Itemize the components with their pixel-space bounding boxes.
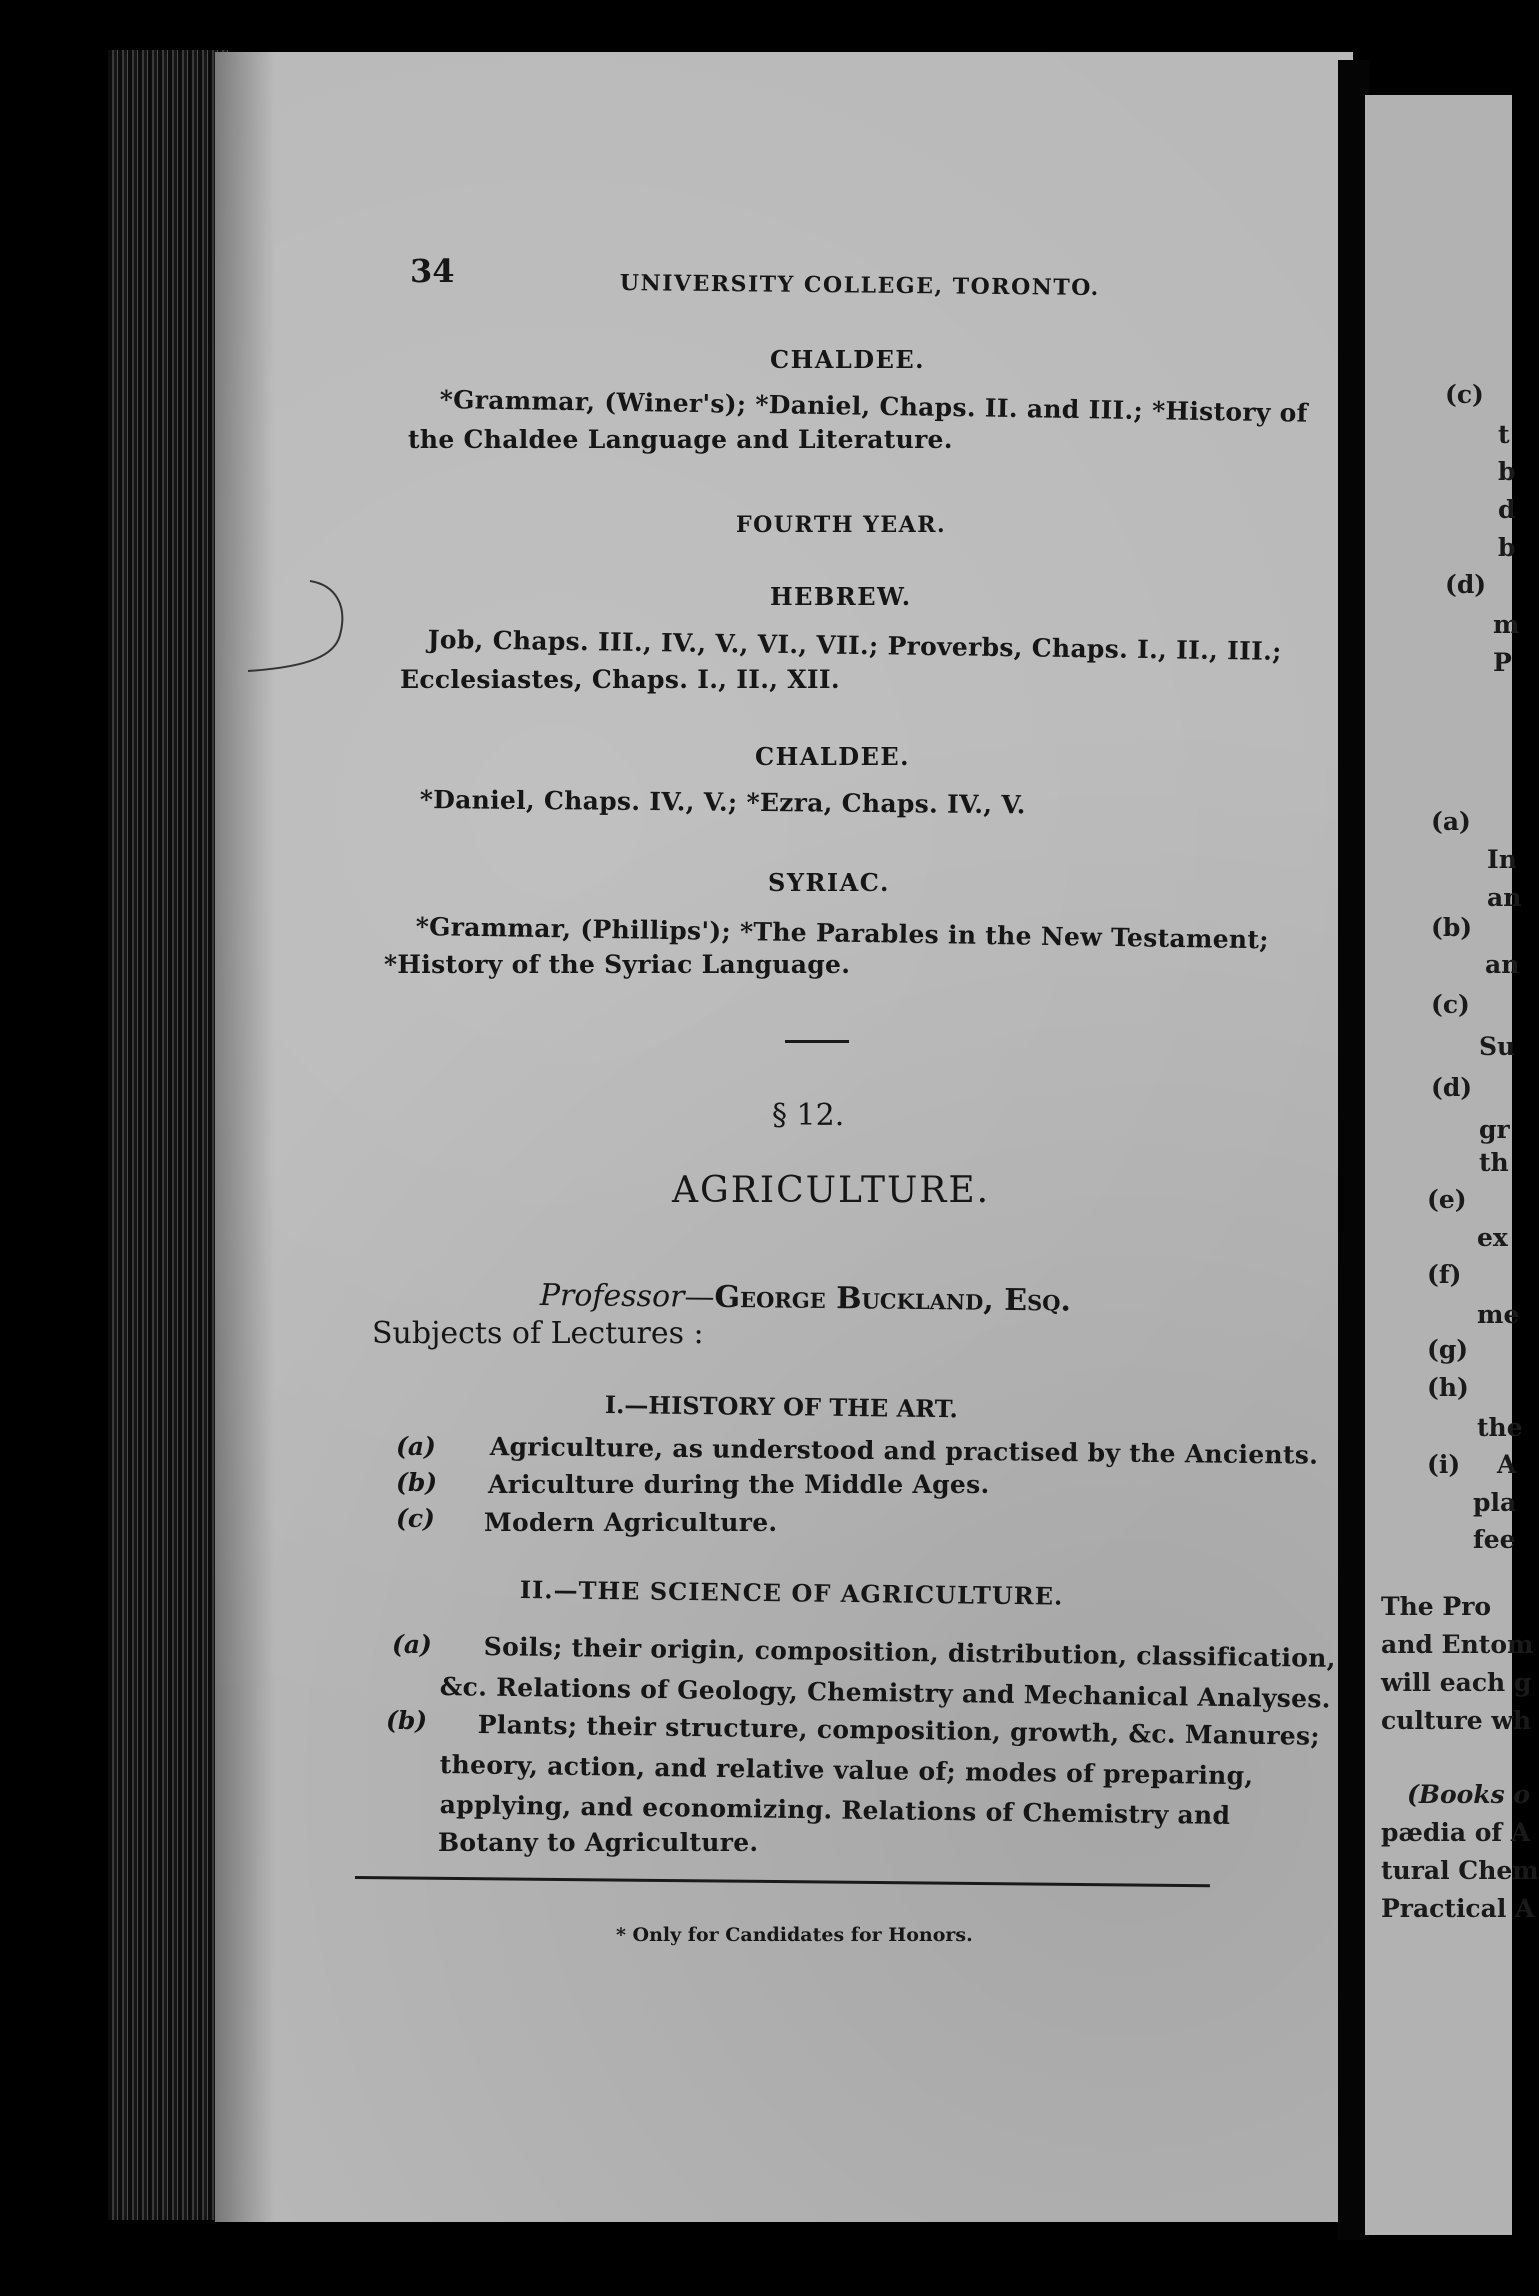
right-fragment-26: Practical A (1381, 1894, 1535, 1923)
history-item-label-b: (b) (396, 1468, 438, 1497)
science-a-line-1: Soils; their origin, composition, distribution, classification, (483, 1632, 1336, 1673)
right-fragment-14: me (1477, 1300, 1520, 1329)
hebrew-line-2: Ecclesiastes, Chaps. I., II., XII. (400, 665, 840, 694)
right-label-a: (a) (1431, 807, 1471, 836)
science-a-line-2: &c. Relations of Geology, Chemistry and Mechanical Analyses. (439, 1672, 1331, 1714)
science-b-line-3: applying, and economizing. Relations of Chemistry and (439, 1790, 1231, 1831)
history-item-label-c: (c) (396, 1504, 435, 1533)
syriac-line-2: *History of the Syriac Language. (384, 950, 851, 979)
right-fragment-2: b (1498, 457, 1516, 486)
right-label-e: (e) (1427, 1185, 1467, 1214)
science-b-line-4: Botany to Agriculture. (438, 1828, 759, 1857)
heading-chaldee-third-year: CHALDEE. (770, 345, 926, 374)
right-fragment-1: t (1498, 420, 1510, 449)
right-label-f: (f) (1427, 1260, 1462, 1289)
history-item-text-c: Modern Agriculture. (484, 1508, 778, 1537)
right-label-c-1: (c) (1445, 380, 1484, 409)
page-edges (108, 50, 228, 2220)
right-fragment-7: In (1487, 845, 1517, 874)
right-fragment-13: ex (1477, 1223, 1508, 1252)
right-fragment-3: d (1498, 495, 1516, 524)
right-page-fragment (1365, 95, 1539, 2235)
section-rule (785, 1040, 849, 1043)
chaldee-third-year-line-2: the Chaldee Language and Literature. (408, 425, 953, 454)
professor-name: George Buckland, Esq. (714, 1279, 1072, 1319)
science-b-line-1: Plants; their structure, composition, growth, &c. Manures; (477, 1710, 1321, 1751)
professor-dash: — (684, 1279, 715, 1315)
heading-syriac: SYRIAC. (768, 868, 890, 897)
right-fragment-19: The Pro (1381, 1592, 1492, 1621)
heading-science-of-agriculture: II.—THE SCIENCE OF AGRICULTURE. (519, 1575, 1064, 1611)
right-fragment-11: gr (1479, 1115, 1510, 1144)
right-label-b: (b) (1431, 913, 1473, 942)
syriac-line-1: *Grammar, (Phillips'); *The Parables in the New Testament; (415, 912, 1270, 955)
left-page (215, 52, 1353, 2222)
right-label-g: (g) (1427, 1335, 1469, 1364)
subjects-label: Subjects of Lectures : (372, 1316, 704, 1351)
right-fragment-8: an (1487, 883, 1522, 912)
right-label-i: (i) (1427, 1450, 1461, 1479)
right-label-d-2: (d) (1431, 1073, 1473, 1102)
right-fragment-25: tural Chem (1381, 1856, 1539, 1885)
right-fragment-6: P (1493, 648, 1512, 677)
chaldee-fourth-year-line-1: *Daniel, Chaps. IV., V.; *Ezra, Chaps. IV., V. (419, 785, 1026, 820)
section-number: § 12. (772, 1098, 845, 1133)
right-fragment-20: and Entom (1381, 1630, 1534, 1659)
section-title: AGRICULTURE. (672, 1170, 991, 1211)
pencil-bracket-mark (240, 575, 360, 685)
heading-history-of-art: I.—HISTORY OF THE ART. (604, 1390, 959, 1424)
running-head: UNIVERSITY COLLEGE, TORONTO. (619, 270, 1100, 302)
right-fragment-21: will each g (1381, 1668, 1532, 1697)
heading-chaldee-fourth-year: CHALDEE. (755, 742, 911, 771)
science-b-line-2: theory, action, and relative value of; modes of preparing, (439, 1750, 1254, 1791)
right-fragment-15: the (1477, 1413, 1523, 1442)
right-fragment-24: pædia of A (1381, 1818, 1531, 1847)
professor-line (540, 1278, 1071, 1319)
right-fragment-12: th (1479, 1148, 1509, 1177)
hebrew-line-1: Job, Chaps. III., IV., V., VI., VII.; Proverbs, Chaps. I., II., III.; (427, 625, 1282, 666)
right-fragment-17: pla (1473, 1488, 1517, 1517)
right-label-h: (h) (1427, 1373, 1469, 1402)
right-fragment-22: culture wh (1381, 1706, 1532, 1735)
history-item-text-a: Agriculture, as understood and practised by the Ancients. (489, 1432, 1319, 1470)
history-item-text-b: Ariculture during the Middle Ages. (488, 1470, 990, 1499)
science-item-label-b: (b) (386, 1706, 428, 1735)
right-label-c-2: (c) (1431, 990, 1470, 1019)
science-item-label-a: (a) (392, 1630, 432, 1659)
right-fragment-16: A (1497, 1450, 1517, 1479)
right-fragment-10: Su (1479, 1032, 1516, 1061)
right-fragment-18: fee (1473, 1525, 1516, 1554)
right-fragment-23: (Books o (1407, 1780, 1531, 1809)
history-item-label-a: (a) (396, 1432, 436, 1461)
footnote: * Only for Candidates for Honors. (616, 1924, 973, 1946)
professor-label: Professor (539, 1278, 685, 1315)
right-label-d-1: (d) (1445, 570, 1487, 599)
right-fragment-9: an (1485, 950, 1520, 979)
right-fragment-4: b (1498, 533, 1516, 562)
chaldee-third-year-text-1: *Grammar, (Winer's); *Daniel, Chaps. II. and III.; *History of (439, 385, 1308, 428)
heading-hebrew: HEBREW. (770, 582, 912, 611)
page-number: 34 (410, 252, 455, 290)
heading-fourth-year: FOURTH YEAR. (736, 512, 947, 538)
right-fragment-5: m (1493, 610, 1520, 639)
